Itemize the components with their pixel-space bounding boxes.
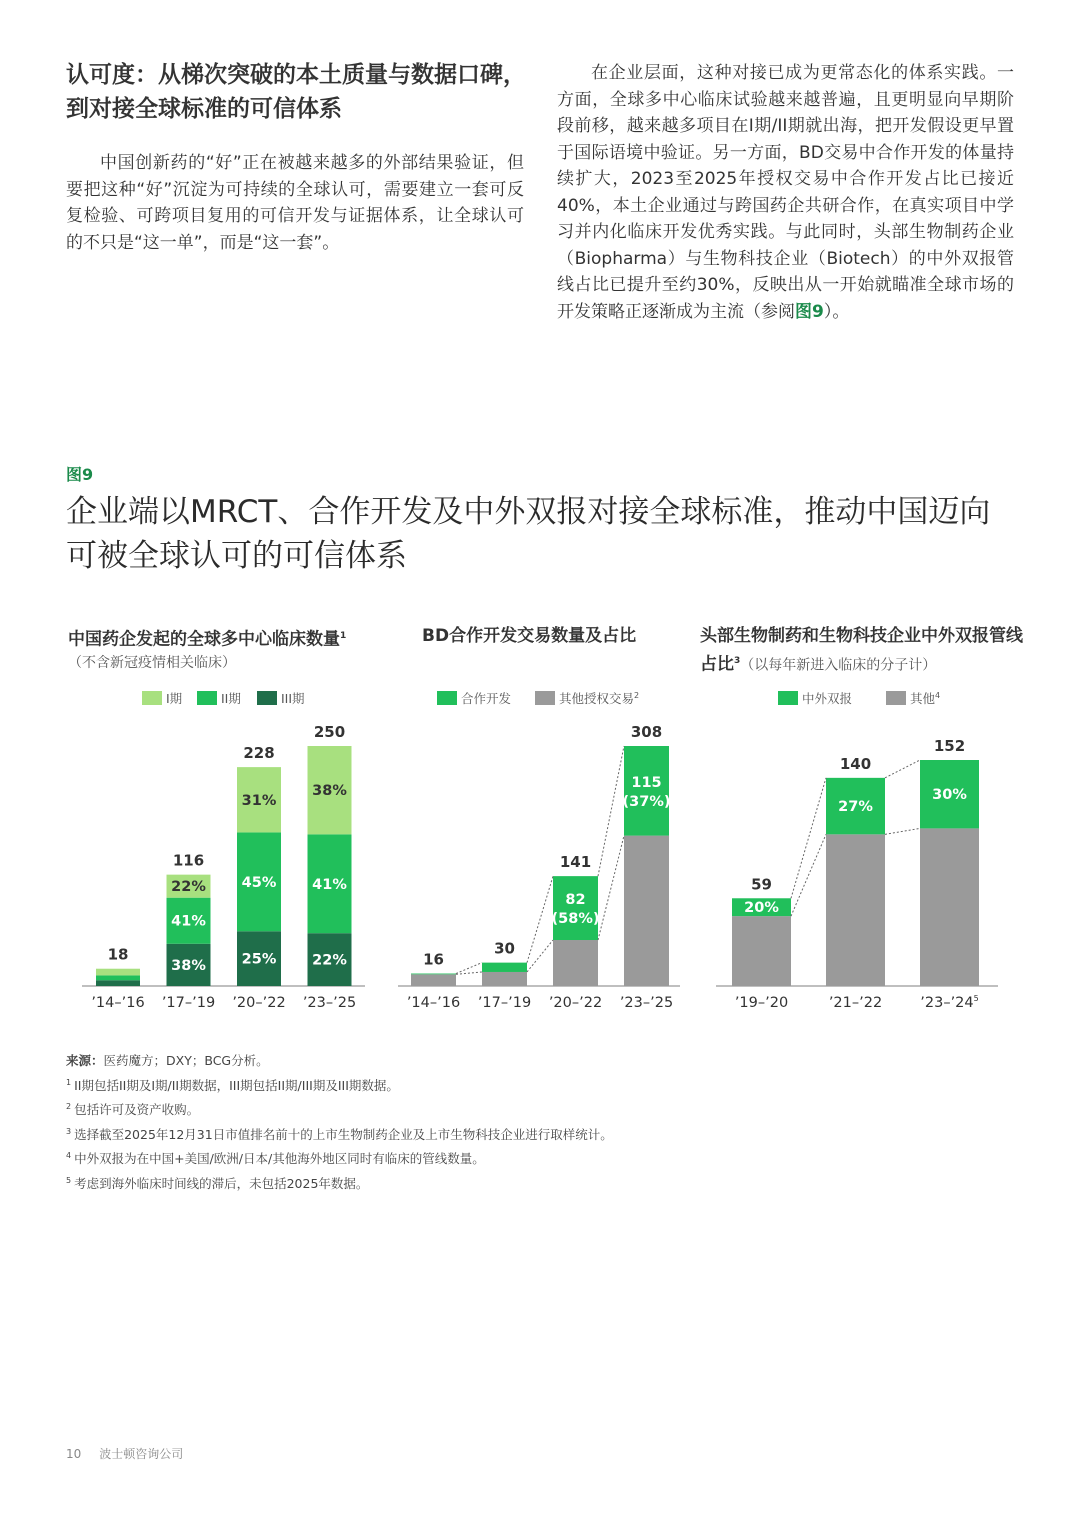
- connector-line: [885, 760, 920, 778]
- chart1-title-text: 中国药企发起的全球多中心临床数量: [68, 629, 340, 650]
- footnote-4: [66, 1145, 966, 1170]
- body-paragraph-text-a: 在企业层面，这种对接已成为更常态化的体系实践。一方面，全球多中心临床试验越来越普遍，且更明显向早期阶段前移，越来越多项目在I期/II期就出海，把开发假设更早置于国际语境中验证。另一方面，BD交易中合作开发的体量持续扩大，2023至2025年授权交易中合作开发占比已接近40%，本土企业通过与跨国药企共研合作，在真实项目中学习并内化临床开发优秀实践。与此同时，头部生物制药企业（Biopharma）与生物科技企业（Biotech）的中外双报管线占比已提升至约30%，反映出从一开始就瞄准全球市场的开发策略正逐渐成为主流（参阅: [557, 63, 1014, 322]
- category-label: ’14–’16: [406, 995, 461, 1011]
- data-label: 25%: [241, 951, 277, 968]
- total-label: 228: [243, 744, 275, 763]
- chart1-subtitle: （不含新冠疫情相关临床）: [68, 654, 236, 671]
- total-label: 30: [494, 939, 515, 958]
- bar-segment: [96, 980, 140, 986]
- chart3-title-footnote: 3: [734, 656, 741, 666]
- legend-label: 其他$^4$: [910, 691, 941, 706]
- data-label: 31%: [241, 792, 277, 809]
- connector-line: [598, 836, 624, 940]
- footnote-number: 3: [66, 1126, 72, 1136]
- connector-line: [456, 963, 482, 974]
- chart3-title-text: 头部生物制药和生物科技企业中外双报管线占比: [700, 626, 1023, 675]
- category-label: ’20–’22: [548, 995, 603, 1011]
- connector-line: [791, 778, 826, 898]
- legend-label: 其他授权交易$^2$: [559, 691, 640, 706]
- legend-swatch: [257, 691, 277, 705]
- legend-swatch: [142, 691, 162, 705]
- legend-label: II期: [221, 691, 241, 706]
- bar-segment: [624, 836, 669, 986]
- footnote-number: 4: [66, 1151, 72, 1161]
- total-label: 308: [630, 723, 663, 741]
- connector-line: [527, 876, 553, 962]
- legend-swatch: [437, 691, 457, 705]
- legend-swatch: [778, 691, 798, 705]
- data-label: 41%: [312, 876, 347, 893]
- total-label: 152: [933, 737, 966, 755]
- source-line: [66, 1050, 966, 1072]
- chart2-title: BD合作开发交易数量及占比: [422, 626, 637, 646]
- category-label: ’20–’22: [232, 995, 286, 1011]
- footnote-text: 考虑到海外临床时间线的滞后，未包括2025年数据。: [74, 1176, 369, 1192]
- footnote-5: [66, 1170, 966, 1195]
- data-label: 22%: [312, 952, 347, 969]
- connector-line: [791, 834, 826, 916]
- bar-segment: [411, 974, 456, 975]
- bar-segment: [826, 834, 885, 986]
- total-label: 141: [559, 853, 592, 872]
- legend-swatch: [886, 691, 906, 705]
- source-label: 来源：: [66, 1053, 104, 1068]
- legend-label: 合作开发: [461, 691, 512, 706]
- figure-label: 图9: [66, 465, 94, 484]
- category-label: ’23–’25: [619, 995, 674, 1011]
- category-label: ’19–’20: [734, 995, 789, 1011]
- section-heading: 认可度：从梯次突破的本土质量与数据口碑，到对接全球标准的可信体系: [66, 62, 526, 122]
- legend-swatch: [535, 691, 555, 705]
- bar-segment: [411, 974, 456, 986]
- intro-paragraph: 中国创新药的“好”正在被越来越多的外部结果验证，但要把这种“好”沉淀为可持续的全球认可，需要建立一套可反复检验、可跨项目复用的可信开发与证据体系，让全球认可的不只是“这一单”，而是“这一套”。: [66, 153, 524, 253]
- legend-label: III期: [281, 691, 305, 706]
- bar-segment: [732, 916, 791, 986]
- category-label: ’23–’25: [302, 995, 357, 1011]
- bar-segment: [96, 975, 140, 980]
- legend-label: I期: [166, 691, 183, 706]
- footnote-1: [66, 1072, 966, 1097]
- data-label: 115 (37%): [622, 774, 671, 810]
- legend-swatch: [197, 691, 217, 705]
- footnote-text: II期包括II期及I期/II期数据，III期包括II期/III期及III期数据。: [74, 1077, 399, 1093]
- footnotes: [66, 1050, 966, 1195]
- category-label: ’17–’19: [161, 995, 216, 1011]
- source-text: 医药魔方；DXY；BCG分析。: [103, 1053, 269, 1068]
- chart1-title-footnote: 1: [340, 631, 347, 641]
- footnote-3: [66, 1121, 966, 1146]
- page-number: 10: [66, 1447, 82, 1461]
- data-label: 45%: [241, 874, 277, 891]
- footnote-number: 2: [66, 1102, 72, 1112]
- figure-title: 企业端以MRCT、合作开发及中外双报对接全球标准，推动中国迈向可被全球认可的可信体系: [66, 494, 991, 574]
- figure-reference-link[interactable]: 图9: [795, 301, 824, 322]
- category-label: $’23-’24^5$: [920, 994, 979, 1011]
- total-label: 116: [172, 851, 205, 870]
- total-label: 16: [423, 950, 444, 969]
- chart3-subtitle: （以每年新进入临床的分子计）: [740, 657, 937, 674]
- total-label: 18: [107, 945, 129, 964]
- data-label: 27%: [838, 799, 873, 816]
- footnote-text: 包括许可及资产收购。: [74, 1102, 200, 1118]
- bar-segment: [482, 972, 527, 986]
- data-label: 22%: [171, 879, 206, 896]
- total-label: 59: [751, 875, 772, 894]
- company-name: 波士顿咨询公司: [99, 1447, 184, 1461]
- footnote-number: 1: [66, 1077, 72, 1087]
- connector-line: [527, 940, 553, 972]
- data-label: 30%: [932, 787, 967, 804]
- bar-segment: [482, 963, 527, 972]
- category-label: ’21–’22: [828, 995, 883, 1011]
- bar-segment: [96, 969, 140, 976]
- bar-segment: [920, 828, 979, 986]
- total-label: 140: [839, 754, 872, 773]
- total-label: 250: [313, 723, 346, 741]
- footnote-text: 中外双报为在中国+美国/欧洲/日本/其他海外地区同时有临床的管线数量。: [74, 1151, 485, 1167]
- footnote-number: 5: [66, 1176, 72, 1186]
- data-label: 38%: [171, 957, 206, 974]
- data-label: 41%: [171, 913, 206, 930]
- data-label: 38%: [312, 783, 347, 800]
- footnote-2: [66, 1096, 966, 1121]
- footnote-text: 选择截至2025年12月31日市值排名前十的上市生物制药企业及上市生物科技企业进行取样统计。: [74, 1126, 613, 1142]
- page-footer: [66, 1445, 183, 1462]
- category-label: ’14–’16: [91, 995, 145, 1011]
- connector-line: [885, 828, 920, 834]
- bar-segment: [553, 940, 598, 986]
- connector-line: [598, 746, 624, 876]
- data-label: 20%: [744, 900, 779, 917]
- legend-label: 中外双报: [802, 691, 853, 706]
- category-label: ’17–’19: [477, 995, 532, 1011]
- body-paragraph-text-b: ）。: [823, 301, 850, 322]
- data-label: 82 (58%): [551, 892, 600, 928]
